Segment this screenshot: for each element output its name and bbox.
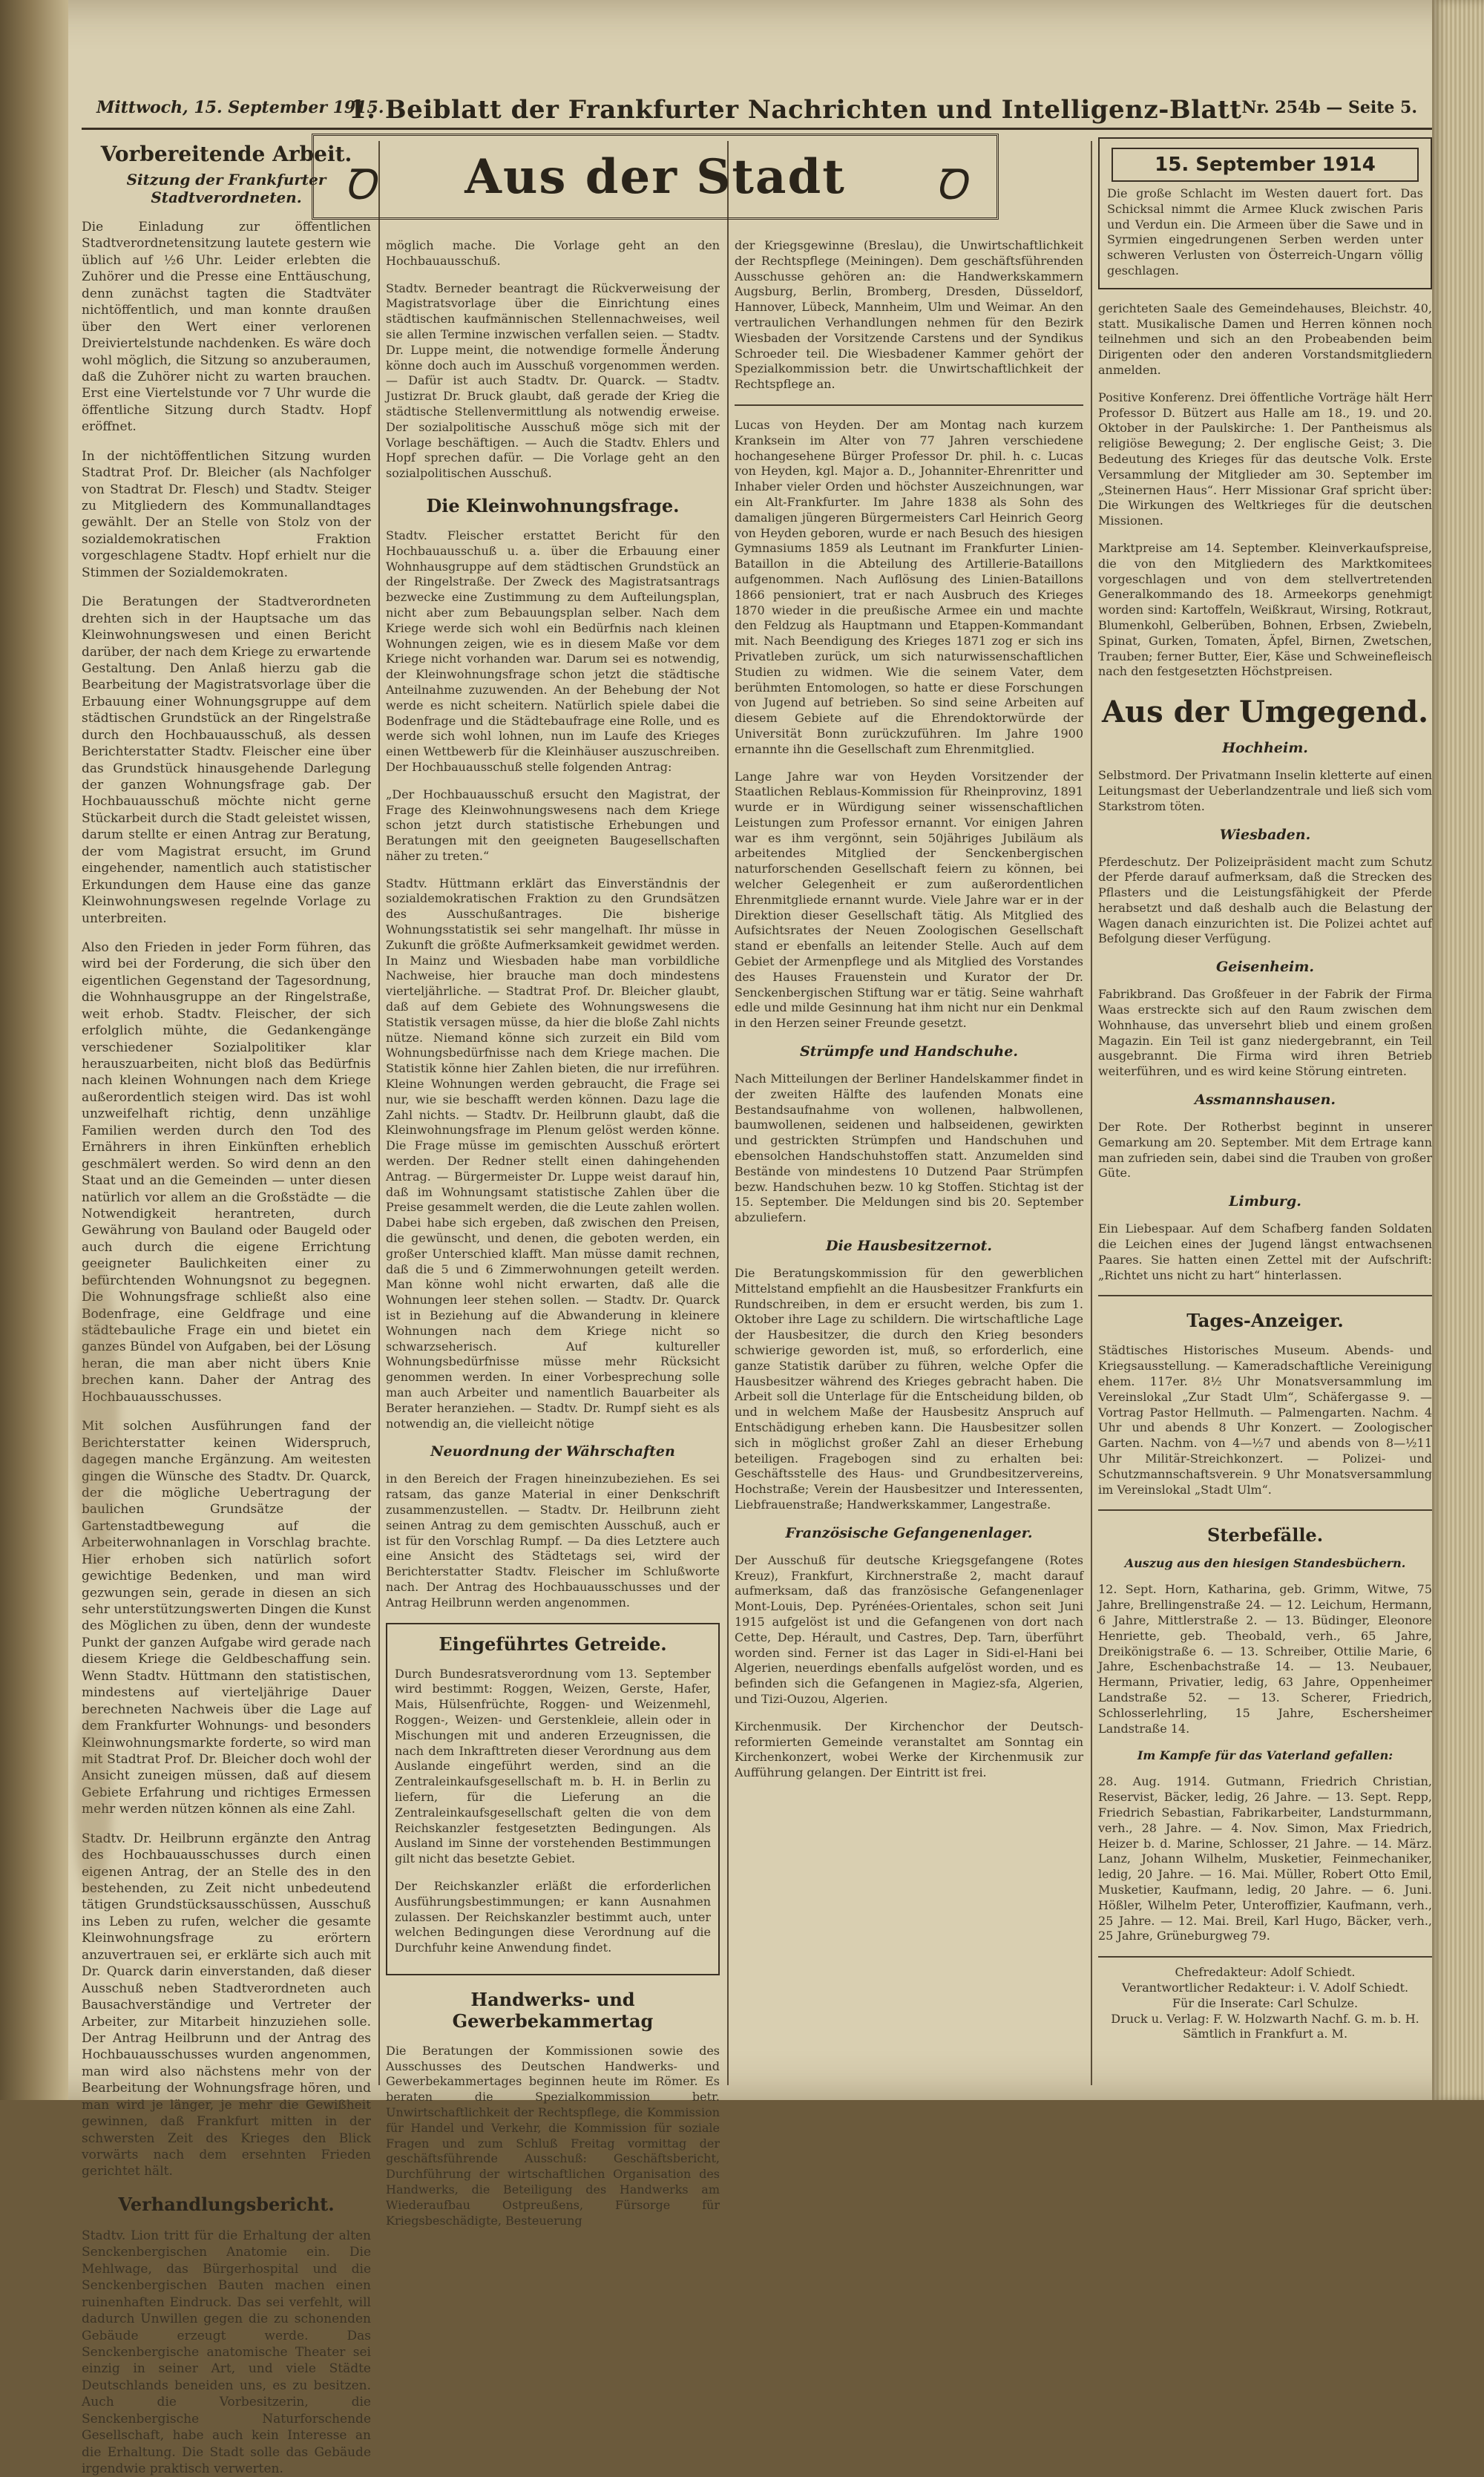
imprint-line: Chefredakteur: Adolf Schiedt. [1175, 1965, 1356, 1980]
divider [735, 404, 1083, 406]
paragraph: Durch Bundesratsverordnung vom 13. September wird bestimmt: Roggen, Weizen, Gerste, Hafer, Mais, Hülsenfrüchte, Roggen- und Weizenmehl, Roggen-, Weizen- und Gerstenkleie, allein oder in Mischungen mit und anderen Erzeugnissen, die nach dem Inkrafttreten dieser Verordnung aus dem Auslande eingeführt werden, sind an die Zentraleinkaufsgesellschaft m. b. H. in Berlin zu liefern, für die Lieferung an die Zentraleinkaufsgesellschaft gelten die von dem Reichskanzler festgesetzten Bedingungen. Als Ausland im Sinne der vorstehenden Bestimmungen gilt nicht das besetzte Gebiet. [395, 1666, 711, 1866]
column-4 [1098, 137, 1432, 2089]
article-subhead: Sitzung der Frankfurter Stadtverordneten. [126, 171, 326, 206]
paragraph: Die große Schlacht im Westen dauert fort. Das Schicksal nimmt die Armee Kluck zwischen Paris und Verdun ein. Die Armeen über die Sawe und in Syrmien eingedrungenen Serben werden unter schweren Verlusten von Österreich-Ungarn völlig geschlagen. [1107, 186, 1423, 278]
column-2 [386, 226, 720, 2228]
article-headline: Vorbereitende Arbeit. [100, 142, 352, 166]
section-masthead [312, 134, 999, 220]
chronicle-box [1098, 137, 1432, 289]
page-edge-stack [1432, 0, 1484, 2100]
framed-article [386, 1623, 720, 1975]
section-subheading: Auszug aus den hiesigen Standesbüchern. [1124, 1556, 1406, 1571]
paragraph: Stadtv. Fleischer erstattet Bericht für den Hochbauausschuß u. a. über die Erbauung einer Wohnhausgruppe auf dem städtischen Grundstück an der Ringelstraße. Der Zweck des Magistratsantrags bezwecke eine Zustimmung zu dem Aufteilungsplan, nicht aber zum Bebauungsplan selber. Nach dem Kriege werde sich wohl ein Bedürfnis nach kleinen Wohnungen zeigen, wie es in diesem Maße vor dem Kriege nicht vorhanden war. Darum sei es notwendig, der Kleinwohnungsfrage schon jetzt die städtische Anteilnahme zuzuwenden. An der Behebung der Not werde es nicht scheitern. Natürlich spiele dabei die Bodenfrage und die Städtebaufrage eine Rolle, und es werde sich wohl lohnen, nun im Laufe des Krieges einen Wettbewerb für die Kleinhäuser auszuschreiben. Der Hochbauausschuß stelle folgenden Antrag: [386, 528, 720, 774]
header-title: 1. Beiblatt der Frankfurter Nachrichten und Intelligenz-Blatt [349, 95, 1242, 125]
section-subheading: Im Kampfe für das Vaterland gefallen: [1137, 1748, 1393, 1763]
section-heading: Handwerks- und Gewerbekammertag [452, 1988, 654, 2032]
section-heading: Französische Gefangenenlager. [785, 1524, 1033, 1541]
location-heading: Hochheim. [1222, 740, 1308, 757]
location-heading: Assmannshausen. [1194, 1092, 1336, 1109]
paragraph: Die Einladung zur öffentlichen Stadtverordnetensitzung lautete gestern wie üblich auf ½6 Uhr. Leider erlebten die Zuhörer und die Presse eine Enttäuschung, denn zunächst tagten die Stadtväter nichtöffentlich, und man konnte draußen über den Wert einer verlorenen Dreiviertelstunde nachdenken. Es wäre doch wohl möglich, die Sitzung so anzuberaumen, daß die Zuhörer nicht zu warten brauchen. Erst eine Viertelstunde vor 7 Uhr wurde die öffentliche Sitzung durch Stadtv. Hopf eröffnet. [82, 220, 371, 435]
imprint-line: Druck u. Verlag: F. W. Holzwarth Nachf. G. m. b. H. Sämtlich in Frankfurt a. M. [1111, 2011, 1419, 2041]
paragraph: Ein Liebespaar. Auf dem Schafberg fanden Soldaten die Leichen eines der Jugend längst entwachsenen Paares. Sie hatten einen Zettel mit der Aufschrift: „Richtet uns nicht zu hart“ hinterlassen. [1098, 1221, 1432, 1282]
chronicle-date: 15. September 1914 [1112, 148, 1419, 182]
divider [1098, 1509, 1432, 1511]
location-heading: Geisenheim. [1216, 959, 1314, 976]
column-3 [735, 226, 1083, 2089]
paragraph: Mit solchen Ausführungen fand der Berichterstatter keinen Widerspruch, dagegen manche Ergänzung. Am weitesten gingen die Wünsche des Stadtv. Dr. Quarck, der die mögliche Uebertragung der baulichen Grundsätze der Gartenstadtbewegung auf die Arbeiterwohnanlagen in Vorschlag brachte. Hier erhoben sich natürlich sofort gewichtige Bedenken, und man wird gezwungen sein, gerade in diesen an sich sehr unterstützungswerten Dingen die Kunst des Möglichen zu üben, denn der wundeste Punkt der ganzen Aufgabe wird gerade nach diesem Kriege die Geldbeschaffung sein. Wenn Stadtv. Hüttmann den statistischen, mindestens auf vierteljährige Dauer berechneten Nachweis über die Lage auf dem Frankfurter Wohnungs- und besonders Kleinwohnungsmarkte forderte, so wird man mit Stadtrat Prof. Dr. Bleicher doch wohl der Ansicht zuneigen müssen, daß auf diesem Gebiete Erfahrung und richtiges Ermessen mehr werden nützen können als eine Zahl. [82, 1419, 371, 1817]
paper-damage [74, 1707, 111, 1900]
paragraph: in den Bereich der Fragen hineinzubeziehen. Es sei ratsam, das ganze Material in einer Denkschrift zusammenzustellen. — Stadtv. Dr. Heilbrunn zieht seinen Antrag zu dem gemischten Ausschuß, auch er ist für den Vorschlag Rumpf. — Da dies Letztere auch eine Ansicht des Städtetags sei, wird der Berichterstatter Stadtv. Fleischer im Schlußworte nach. Der Antrag des Hochbauausschusses und der Antrag Heilbrunn werden angenommen. [386, 1472, 720, 1610]
book-binding [0, 0, 68, 2100]
paragraph: Die Beratungen der Stadtverordneten drehten sich in der Hauptsache um das Kleinwohnungswesen und einen Bericht darüber, der nach dem Kriege zu erwartende Gestaltung. Den Anlaß hierzu gab die Bearbeitung der Magistratsvorlage über die Erbauung einer Wohnungsgruppe auf dem städtischen Grundstück an der Ringelstraße durch den Hochbauausschuß, als dessen Berichterstatter Stadtv. Fleischer eine über das Grundstück hinausgehende Darlegung der ganzen Wohnungsfrage gab. Der Hochbauausschuß möchte nicht gerne Stückarbeit durch die Stadt geleistet wissen, darum stellte er einen Antrag zur Beratung, der vom Magistrat ersucht, im Grund eingehender, namentlich auch statistischer Erkundungen dem Hause eine das ganze Kleinwohnungswesen regelnde Vorlage zu unterbreiten. [82, 594, 371, 926]
paragraph: gerichteten Saale des Gemeindehauses, Bleichstr. 40, statt. Musikalische Damen und Herren können noch teilnehmen und sich an den Probeabenden beim Dirigenten oder den anderen Vorstandsmitgliedern anmelden. [1098, 301, 1432, 377]
paragraph: Stadtv. Dr. Heilbrunn ergänzte den Antrag des Hochbauausschusses durch einen eigenen Antrag, der an Stelle des in den bestehenden, zu Zeit nicht unbedeutend tätigen Grundstücksausschüssen, Ausschuß ins Leben zu rufen, welcher die gesamte Kleinwohnungsfrage zu erörtern anzuvertrauen sei, er erklärte sich auch mit Dr. Quarck darin einverstanden, daß dieser Ausschuß neben Stadtverordneten auch Bausachverständige und Vertreter der Arbeiter, zur Mitarbeit hinzuziehen solle. Der Antrag Heilbrunn und der Antrag des Hochbauausschusses wurden angenommen, man wird also nächstens mehr von der Bearbeitung der Wohnungsfrage hören, und man wird je länger, je mehr die Gewißheit gewinnen, daß Frankfurt mitten in der schwersten Zeit des Krieges den Blick vorwärts nach dem ersehnten Frieden gerichtet hält. [82, 1831, 371, 2179]
paragraph: Der Ausschuß für deutsche Kriegsgefangene (Rotes Kreuz), Frankfurt, Kirchnerstraße 2, macht darauf aufmerksam, daß das französische Gefangenenlager Mont-Louis, Dep. Pyrénées-Orientales, schon seit Juni 1915 aufgelöst ist und die Gefangenen von dort nach Cette, Dep. Hérault, und Castres, Dep. Tarn, überführt worden sind. Ferner ist das Lager in Sidi-el-Hani bei Algerien, neuerdings ebenfalls aufgelöst worden, und es befinden sich die Gefangenen in Magiez-sfa, Algerien, und Tizi-Ouzou, Algerien. [735, 1552, 1083, 1706]
ornament-flourish-icon: Ꝺ [344, 161, 376, 209]
paragraph: Stadtv. Hüttmann erklärt das Einverständnis der sozialdemokratischen Fraktion zu den Grundsätzen des Ausschußantrages. Die bisherige Wohnungsstatistik sei sehr mangelhaft. Ihr müsse in Zukunft die größte Aufmerksamkeit gewidmet werden. In Mainz und Wiesbaden habe man vorbildliche Nachweise, hier brauche man doch mindestens vierteljährliche. — Stadtrat Prof. Dr. Bleicher glaubt, daß auf dem Gebiete des Wohnungswesens die Statistik versagen müsse, da hier die bloße Zahl nichts nütze. Niemand könne sich zurzeit ein Bild vom Wohnungsbedürfnisse nach dem Kriege machen. Die Statistik könne hier Zahlen bieten, die nur irreführen. Kleine Wohnungen werden gebraucht, die Frage sei nur, wie sie beschafft werden können. Dazu lage die Zahl nichts. — Stadtv. Dr. Heilbrunn glaubt, daß die Kleinwohnungsfrage im Plenum gelöst werden könne. Die Frage müsse im gemischten Ausschuß erörtert werden. Der Redner stellt einen dahingehenden Antrag. — Bürgermeister Dr. Luppe weist darauf hin, daß im Wohnungsamt statistische Zahlen über die Preise gesammelt werden, die die Leute zahlen wollen. Dabei habe sich ergeben, daß zwischen den Preisen, die gewünscht, und denen, die geboten werden, ein großer Unterschied klafft. Man müsse damit rechnen, daß die 5 und 6 Zimmerwohnungen geteilt werden. Man könne wohl nicht erwarten, daß alle die Wohnungen leer stehen sollen. — Stadtv. Dr. Quarck ist in Beziehung auf die Abwanderung in kleinere Wohnungen nach dem Kriege nicht so schwarzseherisch. Auf kultureller Wohnungsbedürfnisse müsse mehr Rücksicht genommen werden. In einer Vorbesprechung solle man auch Arbeiter und namentlich Bauarbeiter als Berater heranziehen. — Stadtv. Dr. Rumpf sieht es als notwendig an, die vielleicht nötige [386, 876, 720, 1431]
section-heading: Aus der Umgegend. [1102, 695, 1428, 730]
section-heading: Die Kleinwohnungsfrage. [426, 494, 680, 516]
section-heading: Neuordnung der Währschaften [430, 1443, 675, 1460]
paragraph: 12. Sept. Horn, Katharina, geb. Grimm, Witwe, 75 Jahre, Brellingenstraße 24. — 12. Leichum, Hermann, 6 Jahre, Mittlerstraße 2. — 13. Büdinger, Eleonore Henriette, geb. Theobald, verh., 65 Jahre, Dreikönigstraße 6. — 13. Schreiber, Ottilie Marie, 6 Jahre, Eschenbachstraße 14. — 13. Neubauer, Hermann, Privatier, ledig, 63 Jahre, Oppenheimer Landstraße 52. — 13. Scherer, Friedrich, Schlosserlehrling, 15 Jahre, Eschersheimer Landstraße 14. [1098, 1582, 1432, 1736]
quote-paragraph: „Der Hochbauausschuß ersucht den Magistrat, der Frage des Kleinwohnungswesens nach dem Kriege schon jetzt durch statistische Erhebungen und Beratungen mit den geeigneten Baugesellschaften näher zu treten.“ [386, 787, 720, 863]
imprint-line: Verantwortlicher Redakteur: i. V. Adolf Schiedt. [1121, 1980, 1409, 1995]
ornament-flourish-icon: Ꝺ [934, 161, 967, 209]
page-content [74, 0, 1432, 2476]
paragraph: Städtisches Historisches Museum. Abends- und Kriegsausstellung. — Kameradschaftliche Vereinigung ehem. 117er. 8½ Uhr Monatsversammlung im Vereinslokal „Zur Stadt Ulm“, Schäfergasse 9. — Vortrag Pastor Hellmuth. — Palmengarten. Nachm. 4 Uhr und abends 8 Uhr Konzert. — Zoologischer Garten. Nachm. von 4—½7 und abends von 8—½11 Uhr Militär-Streichkonzert. — Polizei- und Schutzmannschaftsverein. 9 Uhr Monatsversammlung im Vereinslokal „Stadt Ulm“. [1098, 1343, 1432, 1497]
location-heading: Limburg. [1229, 1193, 1301, 1210]
paragraph: Kirchenmusik. Der Kirchenchor der Deutsch-reformierten Gemeinde veranstaltet am Sonntag ein Kirchenkonzert, wobei Werke der Kirchenmusik zur Aufführung gelangen. Der Eintritt ist frei. [735, 1719, 1083, 1780]
header-date: Mittwoch, 15. September 1915. [96, 98, 384, 117]
header-issue: Nr. 254b — Seite 5. [1241, 98, 1417, 117]
paragraph: Positive Konferenz. Drei öffentliche Vorträge hält Herr Professor D. Bützert aus Halle am 18., 19. und 20. Oktober in der Paulskirche: 1. Der Pantheismus als religiöse Bewegung; 2. Der englische Geist; 3. Die Bedeutung des Krieges für das deutsche Volk. Erste Versammlung der Mitglieder am 30. September im „Steinernen Haus“. Herr Missionar Graf spricht über: Die Wirkungen des Weltkrieges für die deutschen Missionen. [1098, 390, 1432, 528]
column-rule [378, 141, 380, 2085]
page-header [82, 95, 1432, 130]
paragraph: Fabrikbrand. Das Großfeuer in der Fabrik der Firma Waas erstreckte sich auf den Raum zwischen dem Wohnhause, das unversehrt blieb und einem großen Magazin. Ein Teil ist ganz niedergebrannt, ein Teil ausgebrannt. Die Firma wird ihren Betrieb weiterführen, und es wird keine Störung eintreten. [1098, 987, 1432, 1079]
paragraph: Stadtv. Berneder beantragt die Rückverweisung der Magistratsvorlage über die Einrichtung eines städtischen kaufmännischen Stellennachweises, weil sie allen Termine inzwischen verfallen seien. — Stadtv. Dr. Luppe meint, die notwendige formelle Änderung könne doch auch im Ausschuß vorgenommen werden. — Dafür ist auch Stadtv. Dr. Quarck. — Stadtv. Justizrat Dr. Bruck glaubt, daß gerade der Krieg die städtische Stellenvermittlung als notwendig erweise. Der sozialpolitische Ausschuß möge sich mit der Vorlage beschäftigen. — Auch die Stadtv. Ehlers und Hopf sprechen dafür. — Die Vorlage geht an den sozialpolitischen Ausschuß. [386, 280, 720, 481]
paragraph: Selbstmord. Der Privatmann Inselin kletterte auf einen Leitungsmast der Ueberlandzentrale und ließ sich vom Starkstrom töten. [1098, 768, 1432, 813]
imprint-line: Für die Inserate: Carl Schulze. [1172, 1995, 1359, 2010]
section-heading: Tages-Anzeiger. [1186, 1310, 1344, 1332]
divider [1098, 1295, 1432, 1296]
column-rule [727, 141, 729, 2085]
paragraph: Lange Jahre war von Heyden Vorsitzender der Staatlichen Reblaus-Kommission für Rheinprovinz, 1891 wurde er in Würdigung seiner wissenschaftlichen Leistungen zum Professor ernannt. Vor einigen Jahren war es ihm vergönnt, sein 50jähriges Jubiläum als arbeitendes Mitglied der Senckenbergischen naturforschenden Gesellschaft feiern zu können, bei welcher Gelegenheit er zum außerordentlichen Ehrenmitgliede ernannt wurde. Viele Jahre war er in der Direktion dieser Gesellschaft tätig. Als Mitglied des Aufsichtsrates der Neuen Zoologischen Gesellschaft stand er ebenfalls an leitender Stelle. Auch auf dem Gebiet der Armenpflege und als Mitglied des Vorstandes des Hauses Frauenstein und Kurator der Dr. Senckenbergischen Stiftung war er tätig. Seine wahrhaft edle und milde Gesinnung hat ihm nicht nur ein Denkmal in den Herzen seiner Freunde gesetzt. [735, 769, 1083, 1031]
paragraph: Nach Mitteilungen der Berliner Handelskammer findet in der zweiten Hälfte des laufenden Monats eine Bestandsaufnahme von wollenen, halbwollenen, baumwollenen, seidenen und halbseidenen, gewirkten und gestrickten Strümpfen und Handschuhen und ebensolchen Handschuhstoffen statt. Anzumelden sind Bestände von mindestens 10 Dutzend Paar Strümpfen bezw. Handschuhen bezw. 10 kg Stoffen. Stichtag ist der 15. September. Die Meldungen sind bis 20. September abzuliefern. [735, 1072, 1083, 1225]
paragraph: Die Beratungskommission für den gewerblichen Mittelstand empfiehlt an die Hausbesitzer Frankfurts ein Rundschreiben, in dem er ersucht werden, bis zum 1. Oktober ihre Lage zu schildern. Die wirtschaftliche Lage der Hausbesitzer, die durch den Krieg besonders schwierige geworden ist, muß, so erforderlich, eine ganze Statistik darüber zu führen, welche Opfer die Hausbesitzer während des Krieges gebracht haben. Die Arbeit soll die Unterlage für die Entscheidung bilden, ob und in welchem Maße der Hausbesitz Anspruch auf Entschädigung erheben kann. Die Hausbesitzer sollen sich in möglichst großer Zahl an dieser Erhebung beteiligen. Fragebogen sind zu erhalten bei: Geschäftsstelle des Haus- und Grundbesitzervereins, Hochstraße; Verein der Hausbesitzer und Interessenten, Liebfrauenstraße; Handwerkskammer, Langestraße. [735, 1266, 1083, 1512]
paragraph: Also den Frieden in jeder Form führen, das wird bei der Forderung, die sich über den eigentlichen Gegenstand der Tagesordnung, die Wohnhausgruppe an der Ringelstraße, weit erhob. Stadtv. Fleischer, der sich erfolglich mühte, die Gedankengänge verschiedener Sozialpolitiker klar herauszuarbeiten, nicht bloß das Bedürfnis nach kleinen Wohnungen nach dem Kriege außerordentlich steigen wird. Das ist wohl unzweifelhaft richtig, denn unzählige Familien werden durch den Tod des Ernährers in ihren Einkünften erheblich geschmälert werden. So wird denn an den Staat und an die Gemeinden — unter diesen natürlich vor allem an die Großstädte — die Notwendigkeit herantreten, durch Gewährung von Bauland oder Baugeld oder auch durch die eigene Errichtung geeigneter Baulichkeiten einer zu befürchtenden Wohnungsnot zu begegnen. Die Wohnungsfrage schließt also eine Bodenfrage, eine Geldfrage und eine städtebauliche Frage ein und bietet ein ganzes Bündel von Aufgaben, bei der Lösung heran, die man aber nicht übers Knie brechen kann. Daher der Antrag des Hochbauausschusses. [82, 939, 371, 1405]
column-rule [1091, 141, 1092, 2085]
section-heading: Die Hausbesitzernot. [825, 1238, 992, 1255]
paragraph: Der Rote. Der Rotherbst beginnt in unserer Gemarkung am 20. September. Mit dem Ertrage kann man zufrieden sein, dabei sind die Trauben von großer Güte. [1098, 1120, 1432, 1181]
paragraph: Lucas von Heyden. Der am Montag nach kurzem Kranksein im Alter von 77 Jahren verschiedene hochangesehene Bürger Professor Dr. phil. h. c. Lucas von Heyden, kgl. Major a. D., Johanniter-Ehrenritter und Inhaber vieler Orden und höchster Auszeichnungen, war ein Alt-Frankfurter. Im Jahre 1838 als Sohn des damaligen jüngeren Bürgermeisters Carl Heinrich Georg von Heyden geboren, wurde er nach Besuch des hiesigen Gymnasiums 1859 als Leutnant im Frankfurter Linien-Bataillon in die Abteilung des Artillerie-Bataillons aufgenommen. Nach Auflösung des Linien-Bataillons 1866 pensioniert, trat er nach Ausbruch des Krieges 1870 wieder in die preußische Armee ein und machte den Feldzug als Hauptmann und Etappen-Kommandant mit. Nach Beendigung des Krieges 1871 zog er sich ins Privatleben zurück, um sich naturwissenschaftlichen Studien zu widmen. Wie die seinem Vater, dem berühmten Entomologen, so hatte er diese Forschungen von Jugend auf betrieben. So sind seine Arbeiten auf diesem Gebiete auf die Ehrendoktorwürde der Universität Bonn zurückzuführen. Im Jahre 1900 ernannte ihn die Gesellschaft zum Ehrenmitglied. [735, 417, 1083, 756]
paper-damage [74, 1262, 119, 1573]
paragraph: Stadtv. Lion tritt für die Erhaltung der alten Senckenbergischen Anatomie ein. Die Mehlwage, das Bürgerhospital und die Senckenbergischen Bauten machen einen ruinenhaften Eindruck. Das sei verfehlt, will dadurch Unwillen gegen die zu schonenden Gebäude erzeugt werde. Das Senckenbergische anatomische Theater sei einzig in seiner Art, und viele Städte Deutschlands beneiden uns, es zu besitzen. Auch die Vorbesitzerin, die Senckenbergische Naturforschende Gesellschaft, habe auch kein Interesse an die Erhaltung. Die Stadt solle das Gebäude irgendwie praktisch verwerten. [82, 2228, 371, 2476]
column-1 [82, 137, 371, 2476]
paragraph: Die Beratungen der Kommissionen sowie des Ausschusses des Deutschen Handwerks- und Gewerbekammertages beginnen heute im Römer. Es beraten die Spezialkommission betr. Unwirtschaftlichkeit der Rechtspflege, die Kommission für Handel und Verkehr, die Kommission für soziale Fragen und zum Schluß Freitag vormittag der geschäftsführende Ausschuß: Geschäftsbericht, Durchführung der wirtschaftlichen Organisation des Handwerks, die Beteiligung des Handwerks am Wiederaufbau Ostpreußens, Fürsorge für Kriegsbeschädigte, Besteuerung [386, 2043, 720, 2228]
paragraph: möglich mache. Die Vorlage geht an den Hochbauausschuß. [386, 238, 720, 268]
divider [1098, 1956, 1432, 1958]
section-heading: Sterbefälle. [1206, 1524, 1324, 1546]
paragraph: 28. Aug. 1914. Gutmann, Friedrich Christian, Reservist, Bäcker, ledig, 26 Jahre. — 13. Sept. Repp, Friedrich Sebastian, Fabrikarbeiter, Landsturmmann, verh., 28 Jahre. — 4. Nov. Simon, Max Friedrich, Heizer b. d. Marine, Schlosser, 21 Jahre. — 14. März. Lanz, Johann Wilhelm, Musketier, Feinmechaniker, ledig, 20 Jahre. — 16. Mai. Müller, Robert Otto Emil, Musketier, Kaufmann, ledig, 20 Jahre. — 6. Juni. Hößler, Wilhelm Peter, Unteroffizier, Kaufmann, verh., 25 Jahre. — 12. Mai. Breil, Karl Hugo, Bäcker, verh., 25 Jahre, Grüneburgweg 79. [1098, 1774, 1432, 1943]
paragraph: der Kriegsgewinne (Breslau), die Unwirtschaftlichkeit der Rechtspflege (Meiningen). Dem geschäftsführenden Ausschusse gehören an: die Handwerkskammern Augsburg, Berlin, Bromberg, Dresden, Düsseldorf, Hannover, Lübeck, Mannheim, Ulm und Weimar. An den vertraulichen Verhandlungen nehmen für den Bezirk Wiesbaden der Vorsitzende Carstens und der Syndikus Schroeder teil. Die Wiesbadener Kammer gehört der Spezialkommission betr. die Unwirtschaftlichkeit der Rechtspflege an. [735, 238, 1083, 392]
section-title: Aus der Stadt [464, 149, 846, 205]
section-heading: Verhandlungsbericht. [118, 2193, 335, 2215]
paragraph: Pferdeschutz. Der Polizeipräsident macht zum Schutz der Pferde darauf aufmerksam, daß die Strecken des Pflasters und die Leistungsfähigkeit der Pferde herabsetzt und daß deshalb auch die Belastung der Wagen danach einzurichten ist. Die Polizei achtet auf Befolgung dieser Verfügung. [1098, 854, 1432, 946]
paragraph: Marktpreise am 14. September. Kleinverkaufspreise, die von den Mitgliedern des Marktkomitees vorgeschlagen und von dem stellvertretenden Generalkommando des 18. Armeekorps genehmigt worden sind: Kartoffeln, Weißkraut, Wirsing, Rotkraut, Blumenkohl, Gelberüben, Bohnen, Erbsen, Zwiebeln, Spinat, Gurken, Tomaten, Äpfel, Birnen, Zwetschen, Trauben; ferner Butter, Eier, Käse und Schweinefleisch nach den festgesetzten Höchstpreisen. [1098, 540, 1432, 679]
paragraph: Der Reichskanzler erläßt die erforderlichen Ausführungsbestimmungen; er kann Ausnahmen zulassen. Der Reichskanzler bestimmt auch, unter welchen Bedingungen diese Verordnung auf die Durchfuhr keine Anwendung findet. [395, 1878, 711, 1955]
location-heading: Wiesbaden. [1219, 826, 1311, 843]
paragraph: In der nichtöffentlichen Sitzung wurden Stadtrat Prof. Dr. Bleicher (als Nachfolger von Stadtrat Dr. Flesch) und Stadtv. Steiger zu Mitgliedern des Kommunallandtages gewählt. Der an Stelle von Stolz von der sozialdemokratischen Fraktion vorgeschlagene Stadtv. Hopf erhielt nur die Stimmen der Sozialdemokraten. [82, 448, 371, 580]
section-heading: Strümpfe und Handschuhe. [800, 1043, 1018, 1060]
section-heading: Eingeführtes Getreide. [439, 1633, 667, 1655]
